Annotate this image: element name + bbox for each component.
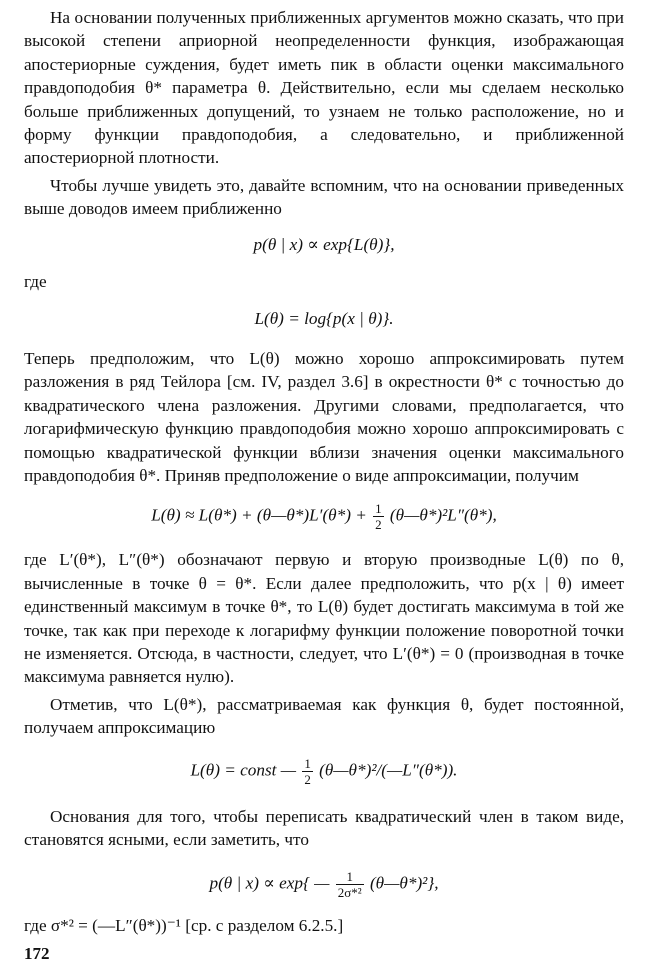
fraction-denominator: 2	[375, 517, 382, 533]
formula-normal-right: (θ—θ*)²},	[369, 873, 439, 893]
paragraph-approximate-arguments: На основании полученных приближенных аргументов можно сказать, что при высокой степени априорной неопределенности функция, изображающая апостериорные суждения, будет иметь пик в области оценки максимального правдоподобия θ* параметра θ. Действительно, если мы сделаем несколько больше приближенных допущений, то узнаем не только расположение, но и форму функции правдоподобия, а следовательно, и приближенной апостериорной плотности.	[24, 8, 624, 168]
fraction-numerator: 1	[304, 755, 311, 771]
fraction-one-over-two-sigma	[336, 869, 364, 900]
fraction-denominator: 2	[304, 771, 311, 787]
formula-approximation	[24, 756, 624, 787]
paragraph-constant: Отметив, что L(θ*), рассматриваемая как функция θ, будет постоянной, получаем аппроксимацию	[24, 694, 624, 738]
formula-approx-right: (θ—θ*)²/(—L″(θ*)).	[319, 760, 458, 780]
fraction-numerator: 1	[336, 869, 364, 885]
formula-log-likelihood: L(θ) = log{p(x | θ)}.	[254, 309, 394, 329]
formula-normal-posterior	[24, 869, 624, 900]
fraction-denominator: 2σ*²	[337, 885, 362, 901]
formula-approx-left: L(θ) = const —	[190, 760, 297, 780]
fraction-one-half	[373, 501, 384, 532]
fraction-numerator: 1	[375, 501, 382, 517]
page-number: 172	[24, 944, 50, 963]
paragraph-where-sigma: где σ*² = (—L″(θ*))⁻¹ [ср. с разделом 6.2.5.]	[24, 916, 344, 936]
paragraph-where-1: где	[24, 272, 47, 292]
formula-taylor-series	[24, 501, 624, 532]
formula-posterior-proportional: p(θ | x) ∝ exp{L(θ)},	[253, 234, 395, 254]
fraction-one-half-2	[302, 756, 313, 787]
paragraph-taylor-expansion: Теперь предположим, что L(θ) можно хорошо аппроксимировать путем разложения в ряд Тейлора [см. IV, раздел 3.6] в окрестности θ* с точностью до квадратического члена разложения. Другими словами, предполагается, что логарифмическую функцию правдоподобия можно хорошо аппроксимировать с помощью квадратической функции вблизи значения оценки максимального правдоподобия θ*. Приняв предположение о виде аппроксимации, получим	[24, 348, 624, 485]
paragraph-derivatives: где L′(θ*), L″(θ*) обозначают первую и вторую производные L(θ) по θ, вычисленные в точке θ = θ*. Если далее предположить, что p(x | θ) имеет единственный максимум в точке θ*, то L(θ) будет достигать максимума в той же точке, так как при переходе к логарифму функции положение поворотной точки не изменяется. Отсюда, в частности, следует, что L′(θ*) = 0 (производная в точке максимума равняется нулю).	[24, 550, 624, 687]
formula-taylor-left: L(θ) ≈ L(θ*) + (θ—θ*)L′(θ*) +	[151, 505, 367, 525]
paragraph-recall: Чтобы лучше увидеть это, давайте вспомним, что на основании приведенных выше доводов имеем приближенно	[24, 175, 624, 219]
paragraph-quadratic-term: Основания для того, чтобы переписать квадратический член в таком виде, становятся ясными, если заметить, что	[24, 806, 624, 849]
formula-taylor-right: (θ—θ*)²L″(θ*),	[389, 505, 497, 525]
formula-normal-left: p(θ | x) ∝ exp{ —	[209, 873, 330, 893]
